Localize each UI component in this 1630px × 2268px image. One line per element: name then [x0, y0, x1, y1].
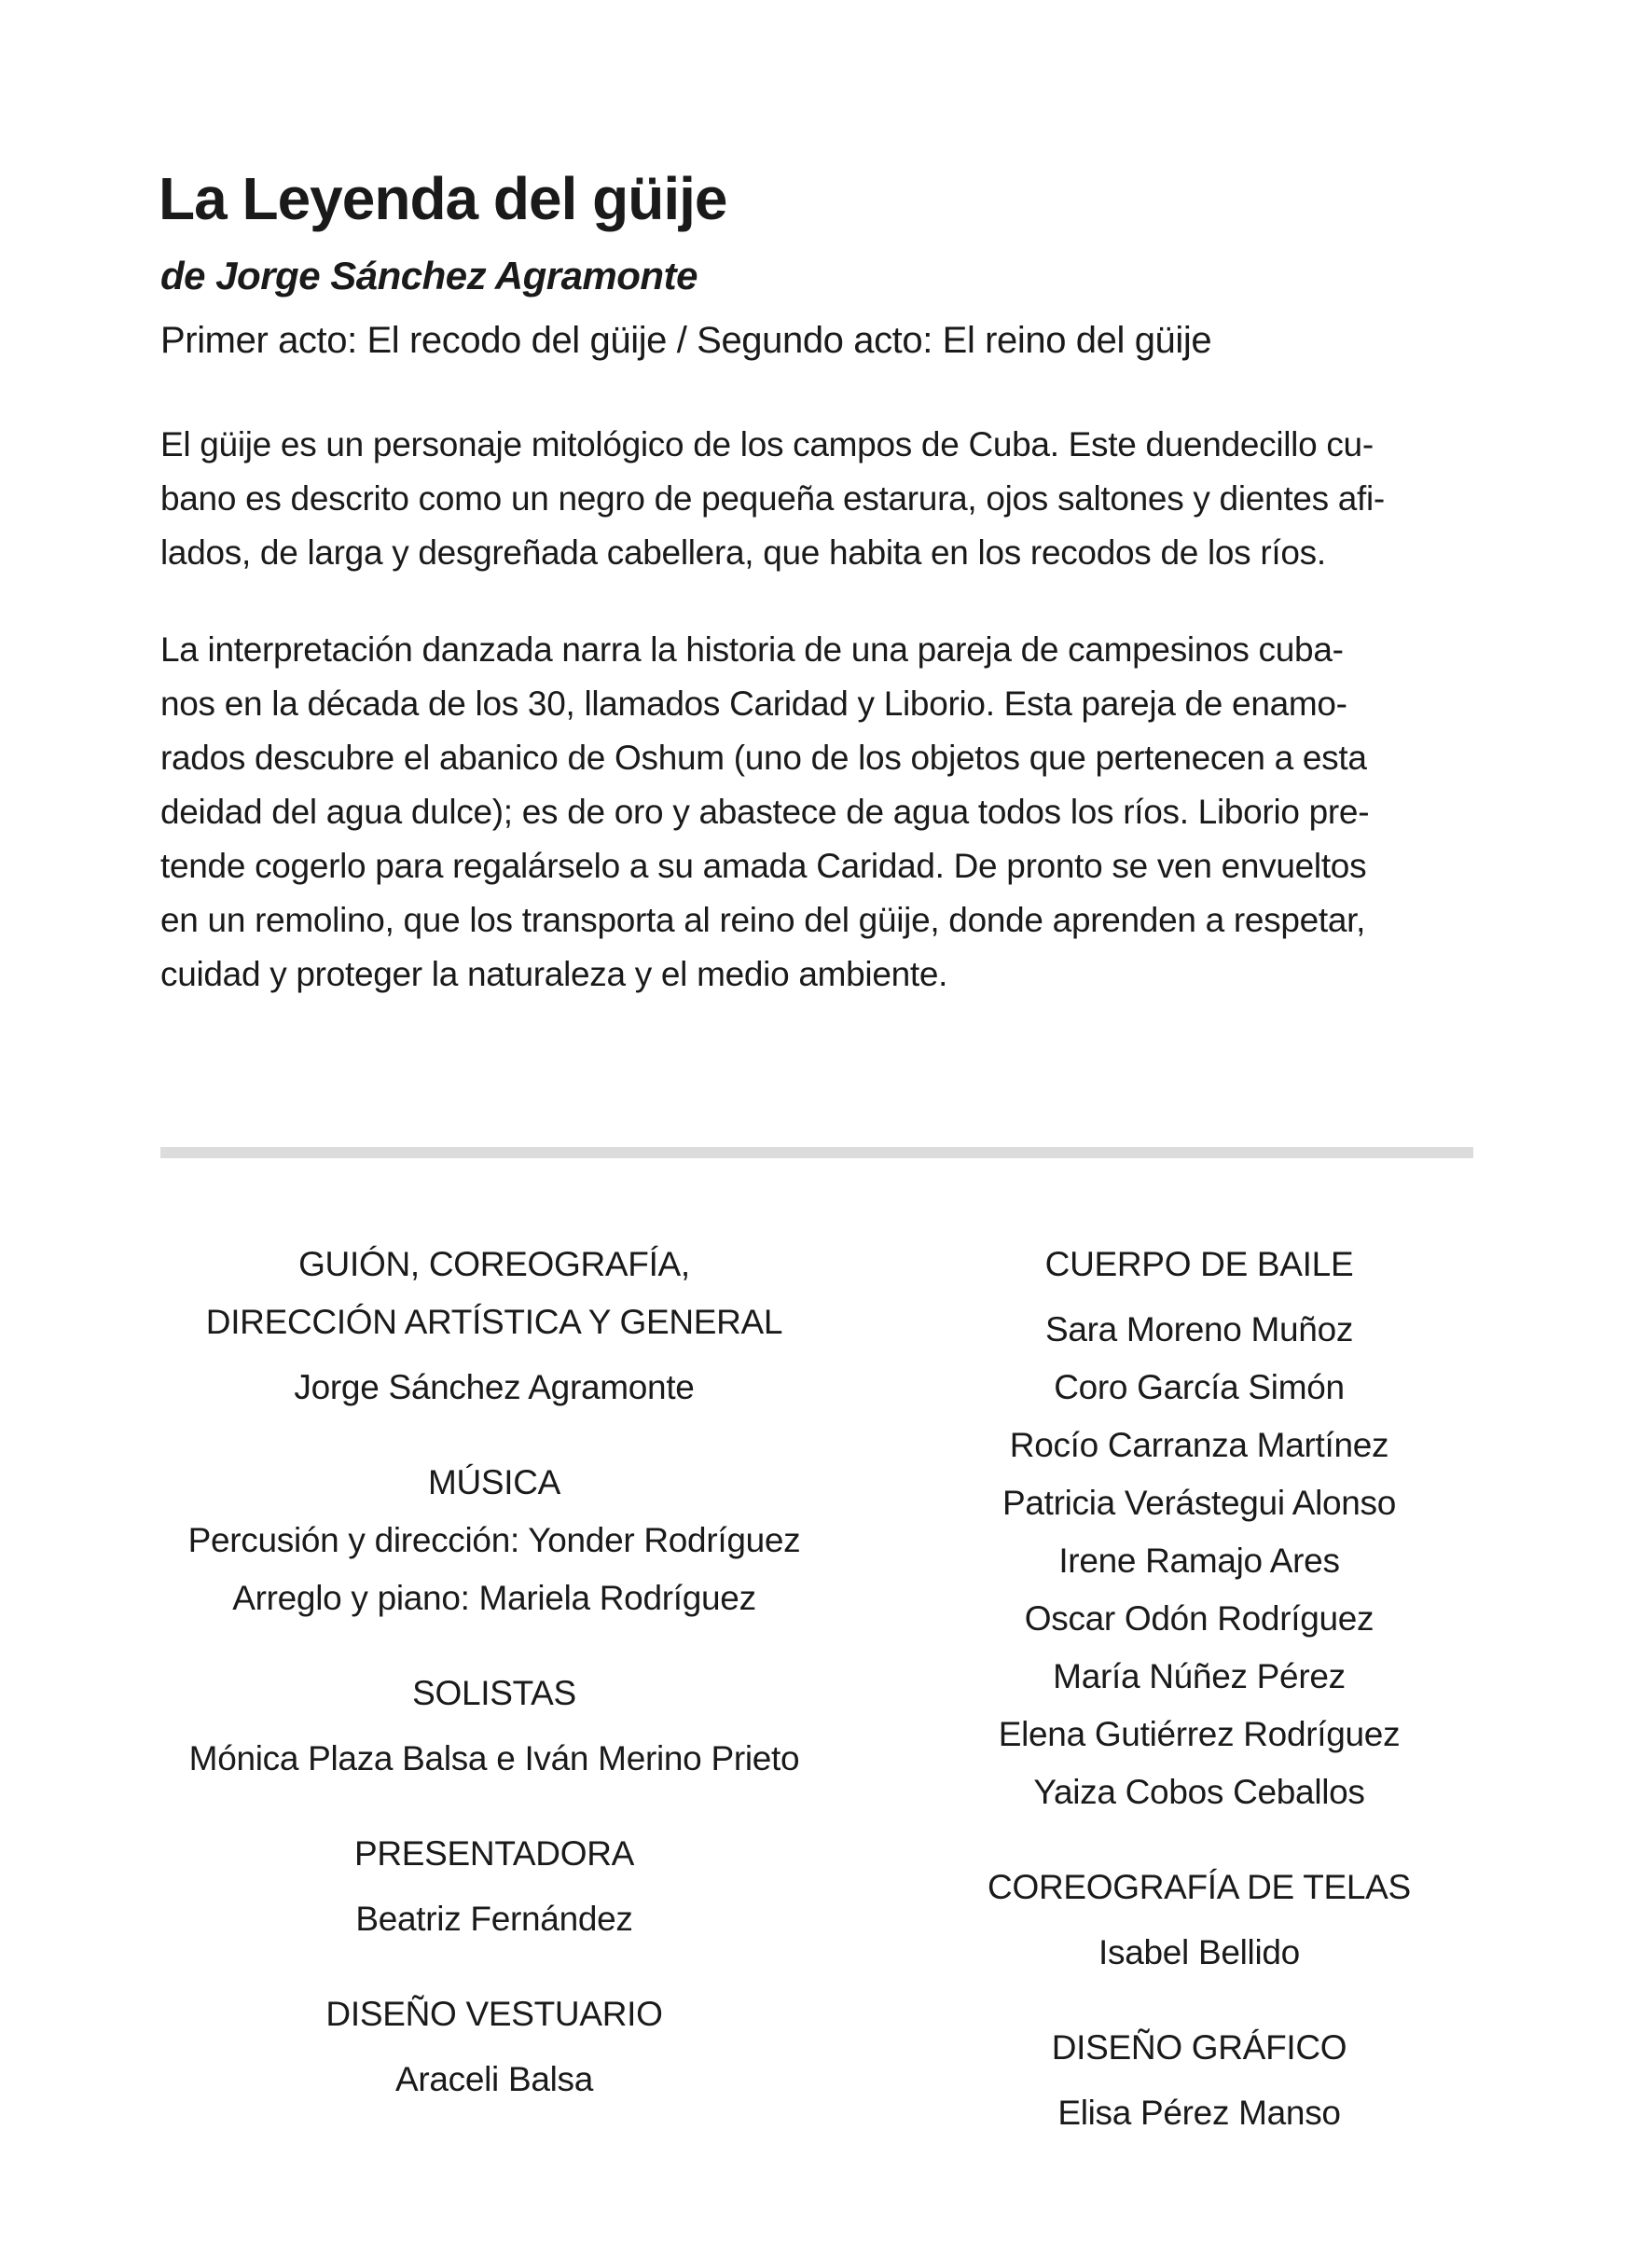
credit-entry: Patricia Verástegui Alonso	[1001, 1484, 1397, 1522]
credit-entry: Irene Ramajo Ares	[1058, 1542, 1340, 1580]
credit-heading: GUIÓN, COREOGRAFÍA,	[298, 1245, 690, 1283]
credits-left-column	[140, 1236, 849, 2146]
credit-heading: MÚSICA	[427, 1463, 561, 1501]
credit-entry: Araceli Balsa	[394, 2060, 594, 2098]
paragraph-line: bano es descrito como un negro de pequeña estarura, ojos saltones y dientes afi-	[160, 479, 1385, 518]
credit-entry: Isabel Bellido	[1098, 1933, 1300, 1971]
author-subtitle: de Jorge Sánchez Agramonte	[160, 254, 698, 297]
paragraph-guije-description	[160, 418, 1475, 580]
credit-block-direccion	[140, 1236, 849, 1417]
credit-entry: Oscar Odón Rodríguez	[1024, 1599, 1374, 1638]
paragraph-line: cuidad y proteger la naturaleza y el medio ambiente.	[160, 955, 948, 993]
paragraph-line: El güije es un personaje mitológico de los campos de Cuba. Este duendecillo cu-	[160, 425, 1374, 463]
credit-heading: CUERPO DE BAILE	[1044, 1245, 1354, 1283]
credit-entry: Arreglo y piano: Mariela Rodríguez	[232, 1579, 756, 1617]
credit-block-telas	[845, 1859, 1554, 1982]
credit-block-presentadora	[140, 1825, 849, 1948]
credit-heading: PRESENTADORA	[354, 1834, 634, 1873]
credit-entry: Percusión y dirección: Yonder Rodríguez	[187, 1521, 801, 1559]
paragraph-line: tende cogerlo para regalárselo a su amada Caridad. De pronto se ven envueltos	[160, 847, 1367, 885]
credit-heading: COREOGRAFÍA DE TELAS	[988, 1868, 1411, 1906]
credit-entry: Rocío Carranza Martínez	[1009, 1426, 1389, 1464]
page-title: La Leyenda del güije	[159, 165, 727, 232]
credit-block-vestuario	[140, 1985, 849, 2109]
paragraph-story	[160, 623, 1475, 1002]
credit-entry: Jorge Sánchez Agramonte	[294, 1368, 695, 1406]
paragraph-line: lados, de larga y desgreñada cabellera, que habita en los recodos de los ríos.	[160, 533, 1326, 572]
section-divider	[160, 1147, 1473, 1158]
credit-entry: Sara Moreno Muñoz	[1044, 1310, 1354, 1348]
credit-entry: Yaiza Cobos Ceballos	[1033, 1773, 1365, 1811]
credit-block-grafico	[845, 2019, 1554, 2142]
credit-block-cuerpo-de-baile	[845, 1236, 1554, 1821]
acts-line: Primer acto: El recodo del güije / Segundo acto: El reino del güije	[160, 320, 1212, 361]
credits-right-column	[845, 1236, 1554, 2179]
credit-entry: Elisa Pérez Manso	[1057, 2094, 1341, 2132]
credit-entry: Elena Gutiérrez Rodríguez	[998, 1715, 1401, 1753]
credit-entry: Beatriz Fernández	[355, 1900, 633, 1938]
credit-block-solistas	[140, 1665, 849, 1788]
credit-heading: DISEÑO VESTUARIO	[325, 1995, 663, 2033]
credit-entry: Mónica Plaza Balsa e Iván Merino Prieto	[188, 1739, 800, 1777]
paragraph-line: en un remolino, que los transporta al reino del güije, donde aprenden a respetar,	[160, 901, 1366, 939]
credit-heading: SOLISTAS	[412, 1674, 576, 1712]
credit-block-musica	[140, 1454, 849, 1627]
paragraph-line: nos en la década de los 30, llamados Caridad y Liborio. Esta pareja de enamo-	[160, 685, 1347, 723]
paragraph-line: deidad del agua dulce); es de oro y abastece de agua todos los ríos. Liborio pre-	[160, 793, 1370, 831]
credit-entry: Coro García Simón	[1054, 1368, 1345, 1406]
credit-heading: DISEÑO GRÁFICO	[1051, 2028, 1347, 2067]
credit-entry: María Núñez Pérez	[1053, 1657, 1346, 1695]
paragraph-line: La interpretación danzada narra la historia de una pareja de campesinos cuba-	[160, 630, 1344, 669]
paragraph-line: rados descubre el abanico de Oshum (uno de los objetos que pertenecen a esta	[160, 739, 1367, 777]
credit-heading: DIRECCIÓN ARTÍSTICA Y GENERAL	[205, 1303, 783, 1341]
